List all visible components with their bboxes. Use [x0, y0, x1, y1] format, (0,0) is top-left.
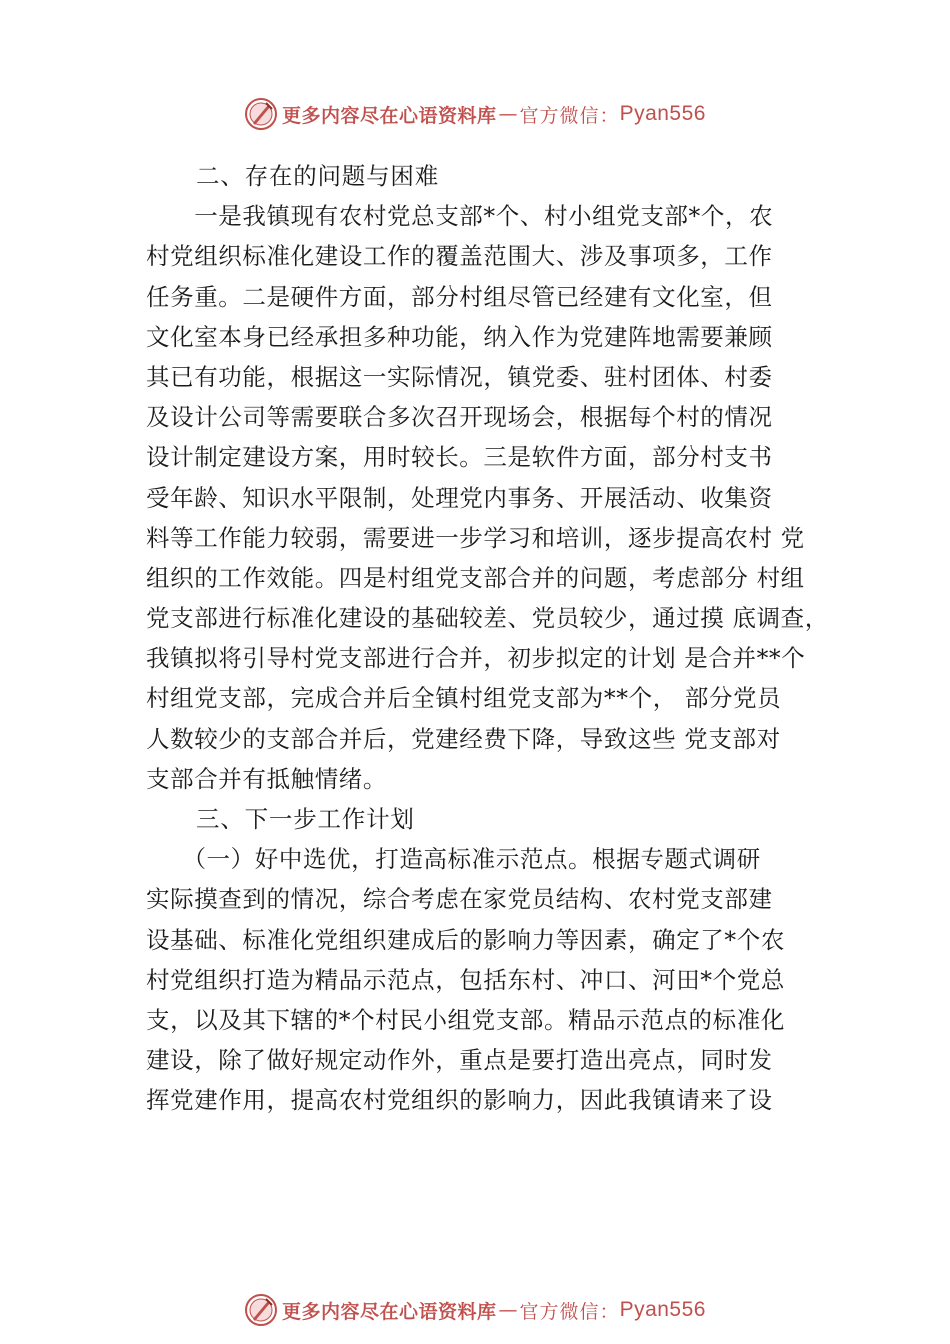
- section2-line: 料等工作能力较弱，需要进一步学习和培训，逐步提高农村 党: [146, 523, 805, 552]
- section2-line: 村党组织标准化建设工作的覆盖范围大、涉及事项多，工作: [146, 242, 773, 271]
- section3-line: 设基础、标准化党组织建成后的影响力等因素，确定了*个农: [146, 925, 785, 954]
- section3-line: 建设，除了做好规定动作外，重点是要打造出亮点，同时发: [146, 1046, 773, 1075]
- header-brand: 更多内容尽在心语资料库: [282, 104, 497, 127]
- footer-brand: 更多内容尽在心语资料库: [282, 1300, 497, 1323]
- section2-line: 其已有功能，根据这一实际情况，镇党委、驻村团体、村委: [146, 362, 773, 391]
- section2-line: 及设计公司等需要联合多次召开现场会，根据每个村的情况: [146, 403, 773, 432]
- section3-line: 村党组织打造为精品示范点，包括东村、冲口、河田*个党总: [146, 965, 785, 994]
- section3-line: 支，以及其下辖的*个村民小组党支部。精品示范点的标准化: [146, 1005, 785, 1034]
- quill-logo-icon: [244, 1293, 278, 1327]
- section3-heading: 三、下一步工作计划: [196, 805, 415, 833]
- section2-line: 组织的工作效能。四是村组党支部合并的问题，考虑部分 村组: [146, 563, 805, 592]
- quill-logo-icon: [244, 97, 278, 131]
- section2-line: 支部合并有抵触情绪。: [146, 764, 387, 793]
- section2-line: 人数较少的支部合并后，党建经费下降，导致这些 党支部对: [146, 724, 781, 753]
- document-body: [146, 156, 829, 1121]
- section2-line: 文化室本身已经承担多种功能，纳入作为党建阵地需要兼顾: [146, 322, 773, 351]
- header-separator: —: [498, 103, 518, 125]
- footer-separator: —: [498, 1299, 518, 1321]
- section2-line: 党支部进行标准化建设的基础较差、党员较少，通过摸 底调查，: [146, 604, 829, 633]
- header-banner: [0, 94, 950, 134]
- footer-account: Pyan556: [619, 1298, 706, 1321]
- section2-line: 设计制定建设方案，用时较长。三是软件方面，部分村支书: [146, 443, 773, 472]
- section2-line: 任务重。二是硬件方面，部分村组尽管已经建有文化室，但: [146, 282, 773, 311]
- section2-line: 村组党支部，完成合并后全镇村组党支部为**个， 部分党员: [146, 684, 782, 713]
- footer-wechat-label: 官方微信：: [519, 1300, 620, 1323]
- header-account: Pyan556: [619, 102, 706, 125]
- section2-line: 受年龄、知识水平限制，处理党内事务、开展活动、收集资: [146, 483, 773, 512]
- section2-line: 一是我镇现有农村党总支部*个、村小组党支部*个，农: [146, 202, 774, 231]
- section2-heading: 二、存在的问题与困难: [196, 162, 439, 190]
- section3-line: 实际摸查到的情况，综合考虑在家党员结构、农村党支部建: [146, 885, 773, 914]
- section2-line: 我镇拟将引导村党支部进行合并，初步拟定的计划 是合并**个: [146, 644, 806, 673]
- header-wechat-label: 官方微信：: [519, 104, 620, 127]
- section3-line: 挥党建作用，提高农村党组织的影响力，因此我镇请来了设: [146, 1086, 773, 1115]
- section3-line: （一）好中选优，打造高标准示范点。根据专题式调研: [146, 845, 761, 874]
- footer-banner: [0, 1290, 950, 1330]
